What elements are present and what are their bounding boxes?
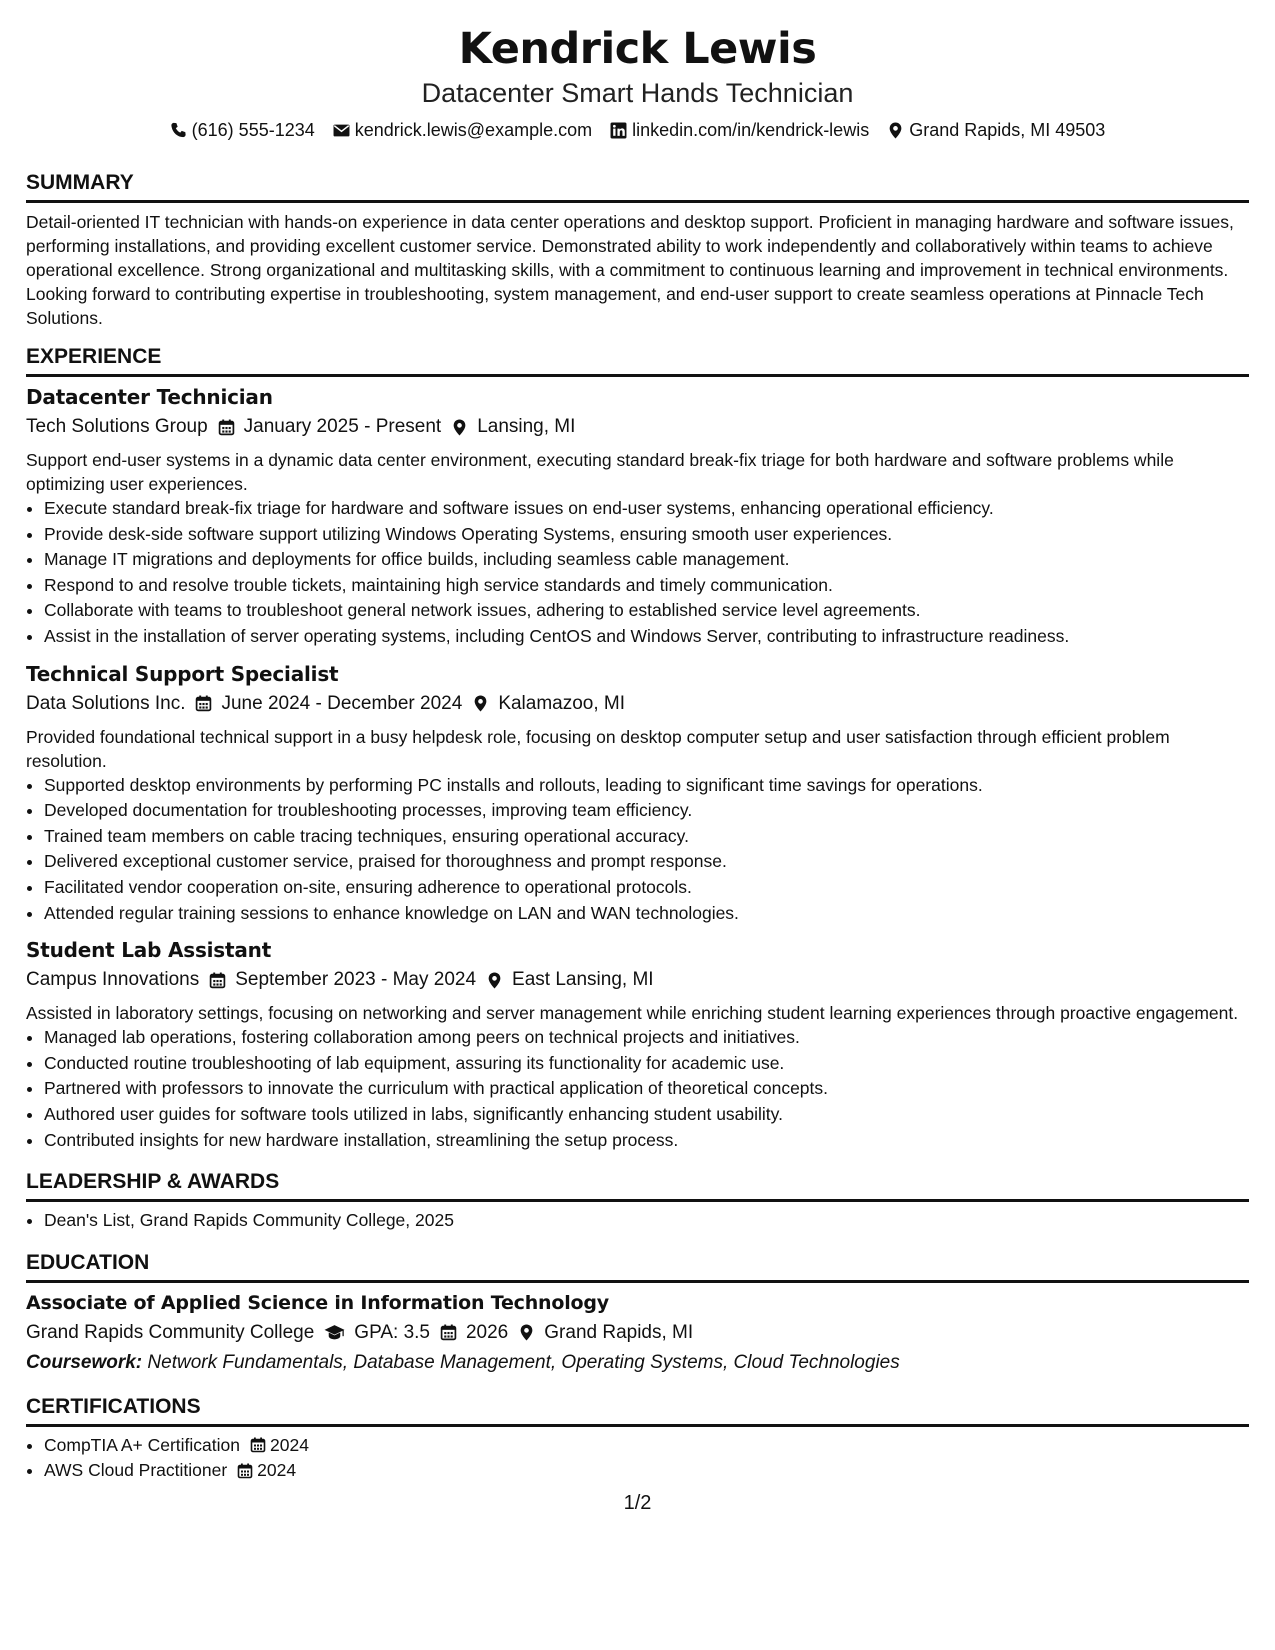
- job-location: [472, 689, 625, 719]
- calendar-icon: [209, 972, 226, 989]
- list-item: • Managed lab operations, fostering collaboration among peers on technical projects and initiatives.: [44, 1025, 1249, 1051]
- job-meta: [26, 412, 1249, 442]
- job-entry: [26, 383, 1249, 650]
- job-entry: [26, 936, 1249, 1153]
- list-item: [44, 1433, 1249, 1459]
- contact-email[interactable]: [333, 118, 592, 142]
- school-name: Grand Rapids Community College: [26, 1321, 315, 1343]
- job-location-text: Lansing, MI: [477, 416, 576, 437]
- certification: [44, 1433, 309, 1459]
- leadership-list: [26, 1208, 1249, 1234]
- job-title: Technical Support Specialist: [26, 661, 339, 686]
- list-item: • Facilitated vendor cooperation on-site, ensuring adherence to operational protocols.: [44, 875, 1249, 901]
- calendar-icon: [237, 1463, 253, 1479]
- contact-location-text: Grand Rapids, MI 49503: [909, 120, 1106, 140]
- certifications-list: [26, 1433, 1249, 1484]
- certification: [44, 1458, 296, 1484]
- graduation-cap-icon: [324, 1324, 345, 1341]
- resume-header: [26, 0, 1249, 142]
- job-dates-text: September 2023 - May 2024: [235, 969, 477, 991]
- list-item: • Manage IT migrations and deployments for office builds, including seamless cable management.: [44, 547, 1249, 573]
- calendar-icon: [440, 1324, 457, 1341]
- certification-name: • AWS Cloud Practitioner: [44, 1460, 228, 1481]
- job-dates-text: June 2024 - December 2024: [221, 692, 463, 714]
- coursework: [26, 1348, 1249, 1378]
- list-item: • Delivered exceptional customer service, praised for thoroughness and prompt response.: [44, 849, 1249, 875]
- summary-section: [26, 170, 1249, 330]
- experience-section: [26, 344, 1249, 1153]
- experience-heading: EXPERIENCE: [26, 344, 1249, 377]
- contact-linkedin-text: linkedin.com/in/kendrick-lewis: [632, 120, 870, 140]
- map-pin-icon: [887, 122, 904, 139]
- job-location: [486, 965, 654, 995]
- job-company: Campus Innovations: [26, 969, 200, 991]
- certifications-section: [26, 1394, 1249, 1484]
- certification-date: [237, 1458, 296, 1484]
- list-item: • Trained team members on cable tracing techniques, ensuring operational accuracy.: [44, 824, 1249, 850]
- job-dates-text: January 2025 - Present: [243, 416, 442, 437]
- envelope-icon: [333, 122, 350, 139]
- list-item: • Provide desk-side software support utilizing Windows Operating Systems, ensuring smooth user experiences.: [44, 522, 1249, 548]
- job-description: Support end-user systems in a dynamic data center environment, executing standard break-fix triage for both hardware and software problems while optimizing user experiences.: [26, 450, 1174, 494]
- education-year-text: 2026: [465, 1321, 509, 1343]
- job-title: Student Lab Assistant: [26, 938, 272, 963]
- certification-date: [250, 1433, 309, 1459]
- job-meta: [26, 965, 1249, 995]
- certifications-heading: CERTIFICATIONS: [26, 1394, 1249, 1427]
- education-gpa: [324, 1318, 430, 1348]
- job-bullets: [26, 773, 1249, 927]
- summary-text: Detail-oriented IT technician with hands-on experience in data center operations and desktop support. Proficient in managing hardware and software issues, performing installations, and providing excellent customer service. Demonstrated ability to work independently and collaboratively within teams to achieve operational excellence. Strong organizational and multitasking skills, with a commitment to continuous learning and improvement in technical environments. Looking forward to contributing expertise in troubleshooting, system management, and end-user support to create seamless operations at Pinnacle Tech Solutions.: [26, 212, 1234, 328]
- list-item: • Supported desktop environments by performing PC installs and rollouts, leading to significant time savings for operations.: [44, 773, 1249, 799]
- list-item: • Contributed insights for new hardware installation, streamlining the setup process.: [44, 1128, 1249, 1154]
- page-number: 1/2: [623, 1492, 652, 1514]
- job-dates: [195, 689, 462, 719]
- calendar-icon: [195, 695, 212, 712]
- job-location-text: Kalamazoo, MI: [498, 692, 626, 714]
- contact-phone[interactable]: [170, 118, 315, 142]
- list-item: • Assist in the installation of server operating systems, including CentOS and Windows Server, contributing to infrastructure readiness.: [44, 624, 1249, 650]
- gpa-text: GPA: 3.5: [354, 1321, 430, 1343]
- map-pin-icon: [518, 1324, 535, 1341]
- contact-email-text: kendrick.lewis@example.com: [354, 120, 593, 140]
- contact-bar: [26, 118, 1249, 142]
- candidate-headline: Datacenter Smart Hands Technician: [421, 78, 854, 108]
- coursework-text: Network Fundamentals, Database Management, Operating Systems, Cloud Technologies: [147, 1351, 900, 1373]
- map-pin-icon: [451, 419, 468, 436]
- contact-linkedin[interactable]: [610, 118, 869, 142]
- job-company: Tech Solutions Group: [26, 416, 208, 437]
- job-title: Datacenter Technician: [26, 385, 273, 409]
- education-section: [26, 1250, 1249, 1378]
- job-bullets: [26, 1025, 1249, 1153]
- leadership-heading: LEADERSHIP & AWARDS: [26, 1169, 1249, 1202]
- candidate-name: Kendrick Lewis: [458, 24, 817, 74]
- contact-phone-text: (616) 555-1234: [191, 120, 315, 140]
- map-pin-icon: [472, 695, 489, 712]
- job-location-text: East Lansing, MI: [512, 969, 654, 991]
- job-dates: [218, 412, 442, 442]
- list-item: • Authored user guides for software tools utilized in labs, significantly enhancing student usability.: [44, 1102, 1249, 1128]
- job-entry: [26, 660, 1249, 927]
- education-meta: [26, 1318, 1249, 1348]
- list-item: • Conducted routine troubleshooting of lab equipment, assuring its functionality for academic use.: [44, 1051, 1249, 1077]
- degree-title: Associate of Applied Science in Information Technology: [26, 1291, 609, 1314]
- certification-year: 2024: [257, 1460, 297, 1481]
- job-description: Assisted in laboratory settings, focusing on networking and server management while enriching student learning experiences through proactive engagement.: [26, 1003, 1239, 1024]
- list-item: [44, 1458, 1249, 1484]
- education-year: [440, 1318, 508, 1348]
- education-location: [518, 1318, 693, 1348]
- job-location: [451, 412, 575, 442]
- job-description: Provided foundational technical support in a busy helpdesk role, focusing on desktop computer setup and user satisfaction through efficient problem resolution.: [26, 726, 1170, 771]
- education-heading: EDUCATION: [26, 1250, 1249, 1283]
- job-company: Data Solutions Inc.: [26, 692, 186, 714]
- summary-heading: SUMMARY: [26, 170, 1249, 203]
- linkedin-icon: [610, 122, 627, 139]
- calendar-icon: [218, 419, 235, 436]
- map-pin-icon: [486, 972, 503, 989]
- resume-page: [26, 0, 1249, 1484]
- certification-name: • CompTIA A+ Certification: [44, 1434, 240, 1455]
- phone-icon: [170, 122, 187, 139]
- calendar-icon: [250, 1437, 266, 1453]
- list-item: • Execute standard break-fix triage for hardware and software issues on end-user systems, enhancing operational efficiency.: [44, 496, 1249, 522]
- list-item: • Developed documentation for troubleshooting processes, improving team efficiency.: [44, 798, 1249, 824]
- job-meta: [26, 689, 1249, 719]
- list-item: • Respond to and resolve trouble tickets, maintaining high service standards and timely communication.: [44, 573, 1249, 599]
- list-item: • Partnered with professors to innovate the curriculum with practical application of theoretical concepts.: [44, 1076, 1249, 1102]
- leadership-section: [26, 1169, 1249, 1234]
- certification-year: 2024: [270, 1434, 309, 1455]
- contact-location: [887, 118, 1105, 142]
- education-location-text: Grand Rapids, MI: [544, 1321, 694, 1343]
- list-item: • Attended regular training sessions to enhance knowledge on LAN and WAN technologies.: [44, 901, 1249, 927]
- list-item: • Dean's List, Grand Rapids Community College, 2025: [44, 1208, 1249, 1234]
- coursework-label: Coursework:: [26, 1351, 143, 1373]
- job-bullets: [26, 496, 1249, 650]
- job-dates: [209, 965, 476, 995]
- list-item: • Collaborate with teams to troubleshoot general network issues, adhering to established service level agreements.: [44, 598, 1249, 624]
